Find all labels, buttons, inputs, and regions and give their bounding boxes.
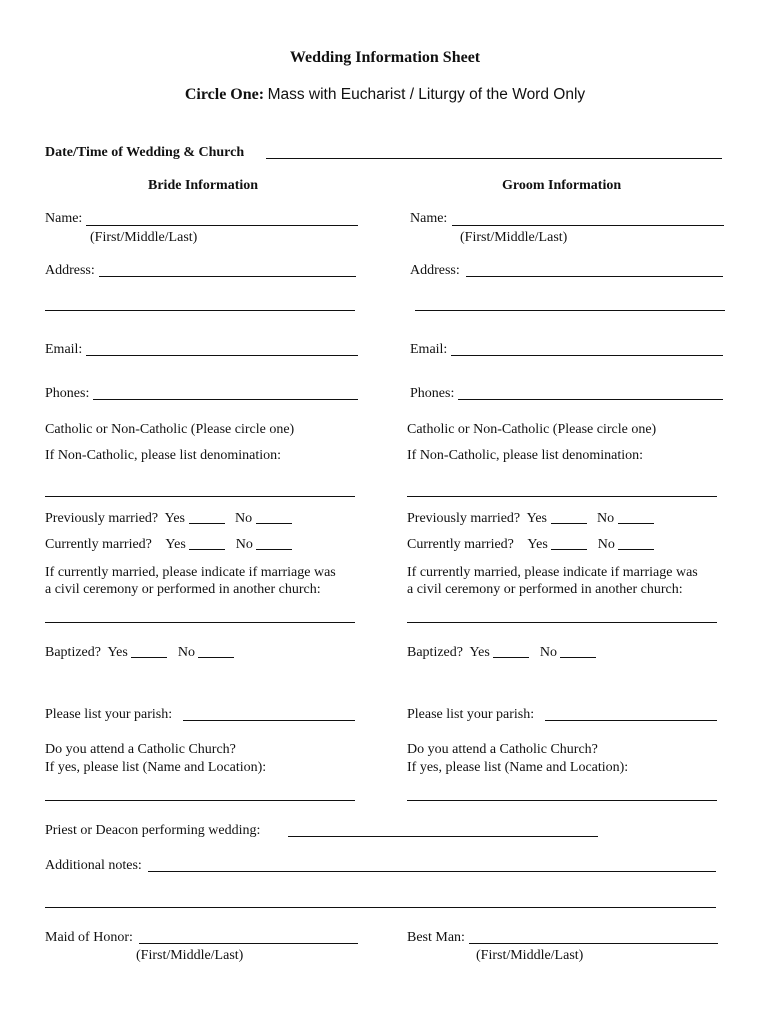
- bride-denomination-label: If Non-Catholic, please list denomination:: [45, 448, 282, 463]
- bride-baptized-yes-label: Yes: [107, 645, 128, 660]
- bride-curr-no-field[interactable]: [256, 549, 292, 550]
- groom-civil-line2: a civil ceremony or performed in another church:: [407, 582, 683, 597]
- bride-baptized-no-label: No: [177, 645, 195, 660]
- bride-prev-no-field[interactable]: [256, 523, 292, 524]
- bride-prev-yes-label: Yes: [164, 511, 185, 526]
- maid-hint: (First/Middle/Last): [136, 948, 244, 963]
- groom-denomination-label: If Non-Catholic, please list denomination:: [407, 448, 644, 463]
- bride-baptized-row: [45, 644, 234, 662]
- groom-civil-field[interactable]: [407, 622, 717, 623]
- bride-name-hint: (First/Middle/Last): [90, 230, 198, 245]
- bride-baptized-label: Baptized?: [45, 645, 101, 660]
- groom-baptized-row: [407, 644, 596, 662]
- groom-name-field[interactable]: [452, 225, 724, 226]
- bride-address-field[interactable]: [99, 276, 356, 277]
- groom-attend-line1: Do you attend a Catholic Church?: [407, 742, 598, 757]
- groom-prev-no-label: No: [597, 511, 615, 526]
- groom-attend-field[interactable]: [407, 800, 717, 801]
- notes-label: Additional notes:: [45, 858, 142, 873]
- bride-phones-label: Phones:: [45, 386, 90, 401]
- groom-phones-field[interactable]: [458, 399, 723, 400]
- groom-prev-married-row: [407, 510, 654, 528]
- groom-baptized-no-field[interactable]: [560, 657, 596, 658]
- bride-prev-married-row: [45, 510, 292, 528]
- groom-denomination-field[interactable]: [407, 496, 717, 497]
- notes-field[interactable]: [148, 871, 716, 872]
- bride-phones-field[interactable]: [93, 399, 358, 400]
- bride-email-label: Email:: [45, 342, 83, 357]
- groom-name-hint: (First/Middle/Last): [460, 230, 568, 245]
- date-church-label: Date/Time of Wedding & Church: [45, 145, 245, 160]
- groom-curr-married-label: Currently married?: [407, 537, 514, 552]
- bride-baptized-no-field[interactable]: [198, 657, 234, 658]
- bestman-label: Best Man:: [407, 930, 465, 945]
- bride-address-label: Address:: [45, 263, 95, 278]
- groom-curr-no-field[interactable]: [618, 549, 654, 550]
- bride-denomination-field[interactable]: [45, 496, 355, 497]
- bride-curr-married-label: Currently married?: [45, 537, 152, 552]
- bride-parish-label: Please list your parish:: [45, 707, 173, 722]
- bride-prev-no-label: No: [235, 511, 253, 526]
- groom-heading: Groom Information: [502, 178, 622, 193]
- groom-email-field[interactable]: [451, 355, 723, 356]
- groom-attend-line2: If yes, please list (Name and Location):: [407, 760, 629, 775]
- groom-baptized-label: Baptized?: [407, 645, 463, 660]
- groom-civil-line1: If currently married, please indicate if marriage was: [407, 565, 698, 580]
- groom-parish-field[interactable]: [545, 720, 717, 721]
- groom-address-label: Address:: [410, 263, 460, 278]
- bride-parish-field[interactable]: [183, 720, 355, 721]
- groom-parish-label: Please list your parish:: [407, 707, 535, 722]
- groom-prev-married-label: Previously married?: [407, 511, 521, 526]
- groom-address-field[interactable]: [466, 276, 723, 277]
- ceremony-type-options[interactable]: Mass with Eucharist / Liturgy of the Word Only: [267, 86, 586, 103]
- bride-prev-married-label: Previously married?: [45, 511, 159, 526]
- groom-curr-no-label: No: [597, 537, 615, 552]
- circle-one-row: [0, 86, 770, 105]
- maid-label: Maid of Honor:: [45, 930, 133, 945]
- bride-heading: Bride Information: [148, 178, 259, 193]
- bride-attend-line2: If yes, please list (Name and Location):: [45, 760, 267, 775]
- bride-attend-line1: Do you attend a Catholic Church?: [45, 742, 236, 757]
- bride-address-field-2[interactable]: [45, 310, 355, 311]
- bride-attend-field[interactable]: [45, 800, 355, 801]
- notes-field-2[interactable]: [45, 907, 716, 908]
- bride-name-field[interactable]: [86, 225, 358, 226]
- date-church-field[interactable]: [266, 158, 722, 159]
- groom-curr-yes-label: Yes: [527, 537, 548, 552]
- bestman-hint: (First/Middle/Last): [476, 948, 584, 963]
- groom-curr-yes-field[interactable]: [551, 549, 587, 550]
- priest-label: Priest or Deacon performing wedding:: [45, 823, 261, 838]
- groom-name-label: Name:: [410, 211, 448, 226]
- groom-prev-yes-field[interactable]: [551, 523, 587, 524]
- bestman-field[interactable]: [469, 943, 718, 944]
- bride-civil-line1: If currently married, please indicate if marriage was: [45, 565, 336, 580]
- groom-email-label: Email:: [410, 342, 448, 357]
- bride-curr-yes-label: Yes: [165, 537, 186, 552]
- bride-catholic-choice[interactable]: Catholic or Non-Catholic (Please circle one): [45, 422, 295, 437]
- groom-phones-label: Phones:: [410, 386, 455, 401]
- page-title: Wedding Information Sheet: [289, 49, 481, 66]
- groom-catholic-choice[interactable]: Catholic or Non-Catholic (Please circle one): [407, 422, 657, 437]
- priest-field[interactable]: [288, 836, 598, 837]
- groom-address-field-2[interactable]: [415, 310, 725, 311]
- bride-curr-married-row: [45, 536, 292, 554]
- circle-one-label: Circle One:: [184, 86, 265, 103]
- groom-prev-no-field[interactable]: [618, 523, 654, 524]
- bride-curr-no-label: No: [235, 537, 253, 552]
- bride-civil-field[interactable]: [45, 622, 355, 623]
- bride-email-field[interactable]: [86, 355, 358, 356]
- maid-field[interactable]: [139, 943, 358, 944]
- bride-civil-line2: a civil ceremony or performed in another church:: [45, 582, 321, 597]
- bride-name-label: Name:: [45, 211, 83, 226]
- groom-baptized-yes-label: Yes: [469, 645, 490, 660]
- bride-baptized-yes-field[interactable]: [131, 657, 167, 658]
- groom-curr-married-row: [407, 536, 654, 554]
- bride-prev-yes-field[interactable]: [189, 523, 225, 524]
- groom-baptized-yes-field[interactable]: [493, 657, 529, 658]
- groom-baptized-no-label: No: [539, 645, 557, 660]
- groom-prev-yes-label: Yes: [526, 511, 547, 526]
- bride-curr-yes-field[interactable]: [189, 549, 225, 550]
